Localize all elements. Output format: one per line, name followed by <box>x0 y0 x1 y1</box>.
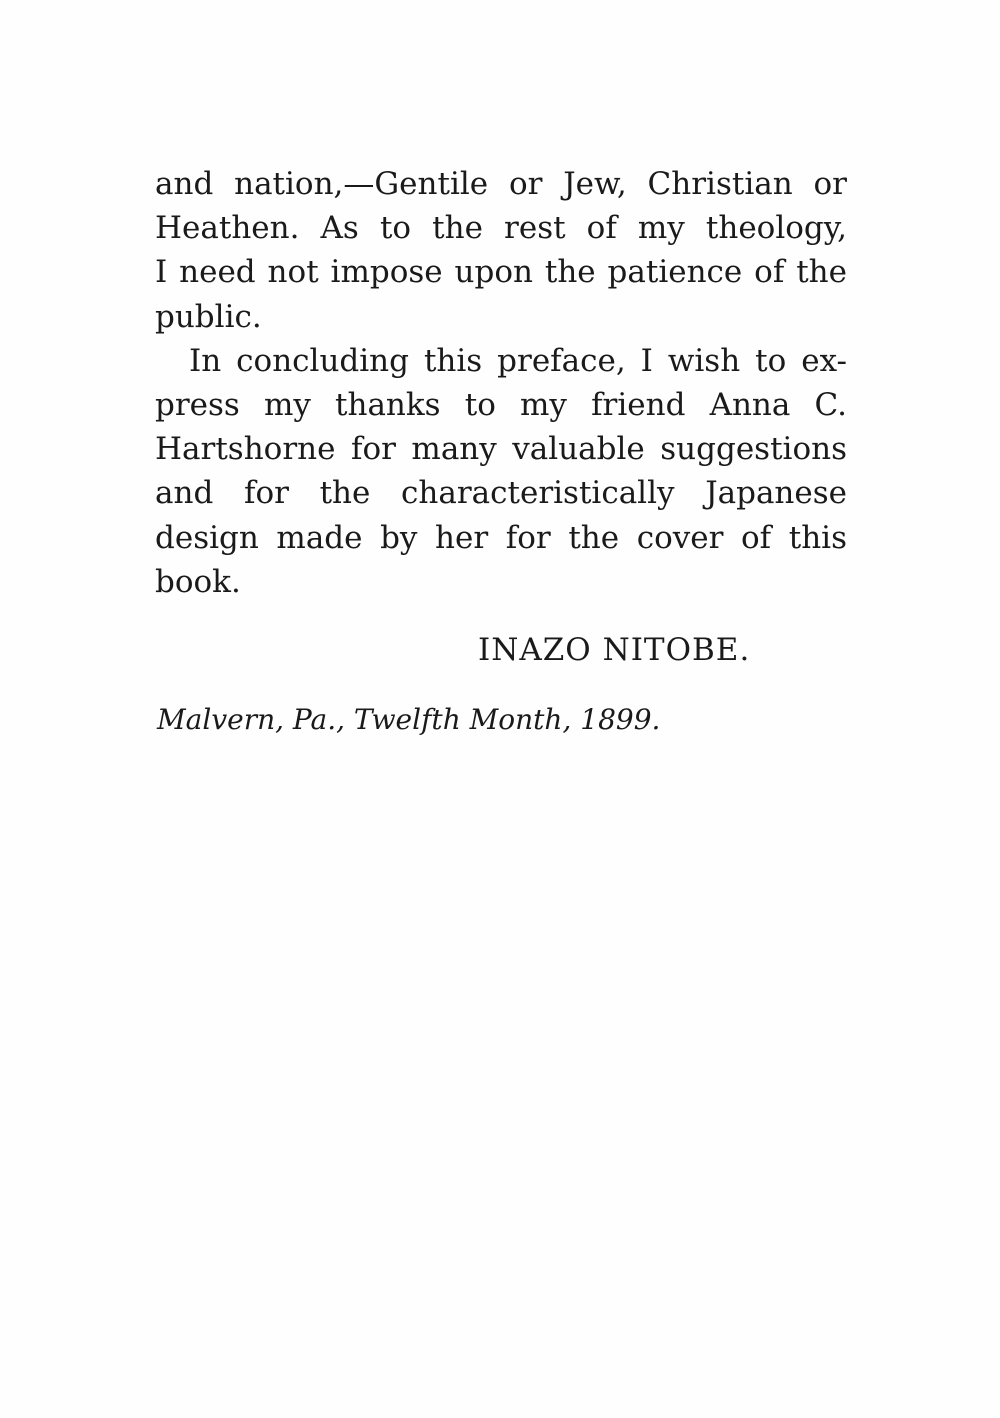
author-signature: INAZO NITOBE. <box>478 632 751 668</box>
paragraph-thanks <box>155 339 847 604</box>
text-line: design made by her for the cover of this <box>155 519 847 556</box>
preface-text <box>155 162 847 604</box>
text-line: Hartshorne for many valuable suggestions <box>155 431 847 468</box>
text-line: Heathen. As to the rest of my theology, <box>155 210 847 247</box>
text-line: book. <box>155 563 241 600</box>
paragraph-continued <box>155 162 847 339</box>
text-line: In concluding this preface, I wish to ex- <box>189 342 847 379</box>
text-line: and for the characteristically Japanese <box>155 475 847 512</box>
text-line: I need not impose upon the patience of the <box>155 254 847 291</box>
place-and-date: Malvern, Pa., Twelfth Month, 1899. <box>157 703 661 736</box>
text-line: and nation,—Gentile or Jew, Christian or <box>155 166 847 202</box>
text-line: public. <box>155 298 262 335</box>
text-line: press my thanks to my friend Anna C. <box>155 386 847 423</box>
